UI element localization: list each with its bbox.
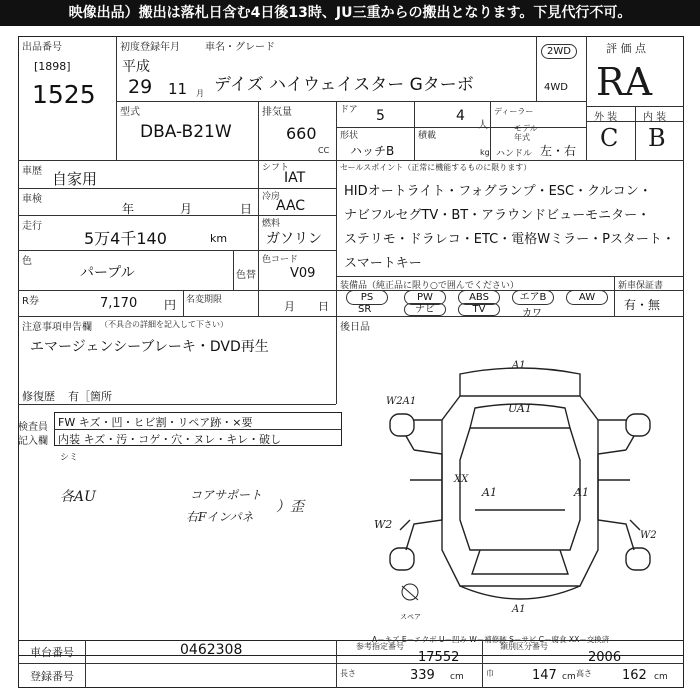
exterior-label: 外 装: [594, 112, 618, 123]
notes-title: 注意事項申告欄: [22, 322, 92, 333]
selling-point-3: ステリモ・ドラレコ・ETC・電格Wミラー・Pスタート・: [344, 232, 675, 247]
rear-label: 後日品: [340, 322, 370, 333]
inspector-label-2: 記入欄: [18, 436, 48, 447]
shape-label: 形状: [340, 131, 359, 141]
model-year-label: モデル年式: [514, 124, 538, 142]
length-unit: cm: [450, 672, 464, 682]
interior-grade: B: [648, 124, 666, 152]
ref-no-label: 参考指定番号: [356, 642, 404, 651]
model-code: DBA-B21W: [140, 122, 232, 142]
damage-legend: A－キズ E－エクボ U－凹み W－補修跡 S－サビ C－腐食 XX－交換済: [372, 635, 610, 644]
damage-a1-left: A1: [482, 486, 497, 499]
damage-w2-left: W2: [374, 518, 393, 531]
car-grade-label: 車名・グレード: [205, 42, 275, 53]
model-label: 型式: [120, 107, 140, 118]
dealer-label: ディーラー: [494, 107, 534, 116]
height-value: 162: [622, 668, 647, 683]
length-value: 339: [410, 668, 435, 683]
inspector-label-1: 検査員: [18, 422, 48, 433]
inspector-mark: シミ: [60, 453, 79, 463]
door-label: ドア: [340, 105, 358, 115]
handle-value: 左・右: [540, 144, 577, 158]
tax-month: 月: [284, 300, 295, 313]
damage-w2-right: W2: [640, 530, 657, 541]
equip-pw: PW: [404, 290, 446, 305]
damage-a1-right: A1: [574, 486, 589, 499]
length-label: 長さ: [340, 669, 356, 678]
km-label: km: [210, 232, 228, 245]
repair-value: 有［箇所: [68, 390, 112, 403]
recycle-value: 7,170: [100, 296, 138, 311]
equip-aw: AW: [566, 290, 608, 305]
fuel-label: 燃料: [262, 219, 281, 229]
shape: ハッチB: [350, 144, 395, 158]
repair-label: 修復歴: [22, 390, 55, 403]
recycle-unit: 円: [164, 298, 177, 312]
equip-sr: SR: [358, 304, 372, 315]
shift-label: シフト: [262, 163, 290, 173]
width-label: 巾: [486, 669, 494, 678]
lot-label: 出品番号: [22, 42, 62, 53]
width-value: 147: [532, 668, 557, 683]
handwritten-inner: 右Fインパネ: [186, 510, 254, 524]
handwritten-support: コアサポート: [190, 488, 263, 502]
reg-year: 29: [128, 76, 153, 98]
usage: 自家用: [52, 170, 98, 188]
ac-label: 冷房: [262, 192, 281, 202]
color-no-label: 色替: [236, 270, 256, 281]
color-code: V09: [290, 266, 316, 281]
ref-no: 17552: [418, 650, 460, 665]
selling-point-2: ナビフルセグTV・BT・アラウンドビューモニター・: [344, 208, 651, 223]
equip-tv: TV: [458, 303, 500, 316]
equipment-label: 装備品（純正品に限り○で囲んでください）: [340, 281, 519, 291]
era: 平成: [122, 59, 150, 75]
damage-ua1: UA1: [508, 402, 532, 415]
shift: IAT: [284, 170, 306, 186]
score: RA: [596, 60, 653, 104]
damage-a1-top: A1: [512, 360, 526, 371]
tax-label: 名変期限: [186, 295, 223, 305]
displacement: 660: [286, 124, 317, 143]
damage-w2a1: W2A1: [386, 396, 417, 407]
equip-abs: ABS: [458, 290, 500, 305]
doors: 5: [376, 108, 385, 124]
inspector-line-2: 内装 キズ・汚・コゲ・穴・ヌレ・キレ・破し: [58, 433, 282, 446]
kg-label: kg: [480, 148, 490, 157]
selling-point-4: スマートキー: [344, 256, 422, 271]
damage-xx: XX: [454, 474, 469, 485]
type-no: 2006: [588, 650, 622, 665]
height-label: 高さ: [576, 669, 592, 678]
equip-leather: カワ: [522, 308, 542, 319]
notes-sub: （不具合の詳細を記入して下さい）: [100, 320, 228, 329]
drive-2wd: 2WD: [541, 44, 577, 59]
equip-ps: PS: [346, 290, 388, 305]
ac: AAC: [276, 198, 306, 214]
mileage-label: 走行: [22, 221, 42, 232]
tax-day: 日: [318, 300, 329, 313]
inspection-month: 月: [180, 202, 193, 216]
handwritten-each-au: 各AU: [60, 489, 96, 505]
lot-number: 1525: [32, 80, 96, 109]
spare-label: スペア: [400, 613, 421, 621]
width-unit: cm: [562, 672, 576, 682]
warranty-value: 有・無: [624, 298, 661, 312]
lot-code: [1898]: [34, 60, 71, 73]
vehicle-name: デイズ ハイウェイスター Gターボ: [214, 75, 474, 95]
exterior-grade: C: [600, 124, 619, 152]
equip-airbag: エアB: [512, 290, 554, 305]
height-unit: cm: [654, 672, 668, 682]
drive-4wd: 4WD: [544, 82, 568, 93]
displacement-label: 排気量: [262, 107, 292, 118]
inspection-label: 車検: [22, 194, 42, 205]
first-reg-label: 初度登録年月: [120, 42, 180, 53]
selling-point-1: HIDオートライト・フォグランプ・ESC・クルコン・: [344, 184, 652, 199]
inspection-day: 日: [240, 202, 253, 216]
reg-month: 11: [168, 80, 188, 98]
equip-navi: ナビ: [404, 303, 446, 316]
damage-a1-bottom: A1: [512, 604, 526, 615]
reg-month-unit: 月: [196, 89, 204, 98]
capacity-unit: 人: [478, 120, 488, 131]
reg-no-label: 登録番号: [30, 670, 74, 683]
interior-label: 内 装: [643, 112, 667, 123]
type-no-label: 類別区分番号: [500, 642, 548, 651]
cc-label: CC: [318, 146, 330, 155]
warranty-label: 新車保証書: [618, 281, 664, 291]
color: パープル: [80, 265, 135, 281]
header-banner: 映像出品）搬出は落札日含む4日後13時、JU三重からの搬出となります。下見代行不可。: [0, 0, 700, 26]
fuel: ガソリン: [266, 231, 322, 247]
inspection-year: 年: [122, 202, 135, 216]
selling-points-label: セールスポイント（正常に機能するものに限ります）: [340, 163, 532, 172]
color-code-label: 色コード: [262, 255, 299, 265]
recycle-label: R券: [22, 296, 39, 307]
notes-text: エマージェンシーブレーキ・DVD再生: [30, 339, 269, 355]
capacity: 4: [456, 108, 465, 124]
usage-label: 車歴: [22, 166, 42, 177]
color-label: 色: [22, 256, 32, 267]
mileage: 5万4千140: [84, 229, 167, 248]
load-label: 積載: [418, 131, 437, 141]
chassis-label: 車台番号: [30, 646, 74, 659]
inspector-line-1: FW キズ・凹・ヒビ割・リペア跡・×要: [58, 416, 253, 429]
handle-label: ハンドル: [496, 149, 533, 159]
handwritten-mark: ）歪: [276, 499, 304, 515]
chassis-number: 0462308: [180, 642, 243, 658]
grade-title: 評 価 点: [606, 42, 646, 55]
